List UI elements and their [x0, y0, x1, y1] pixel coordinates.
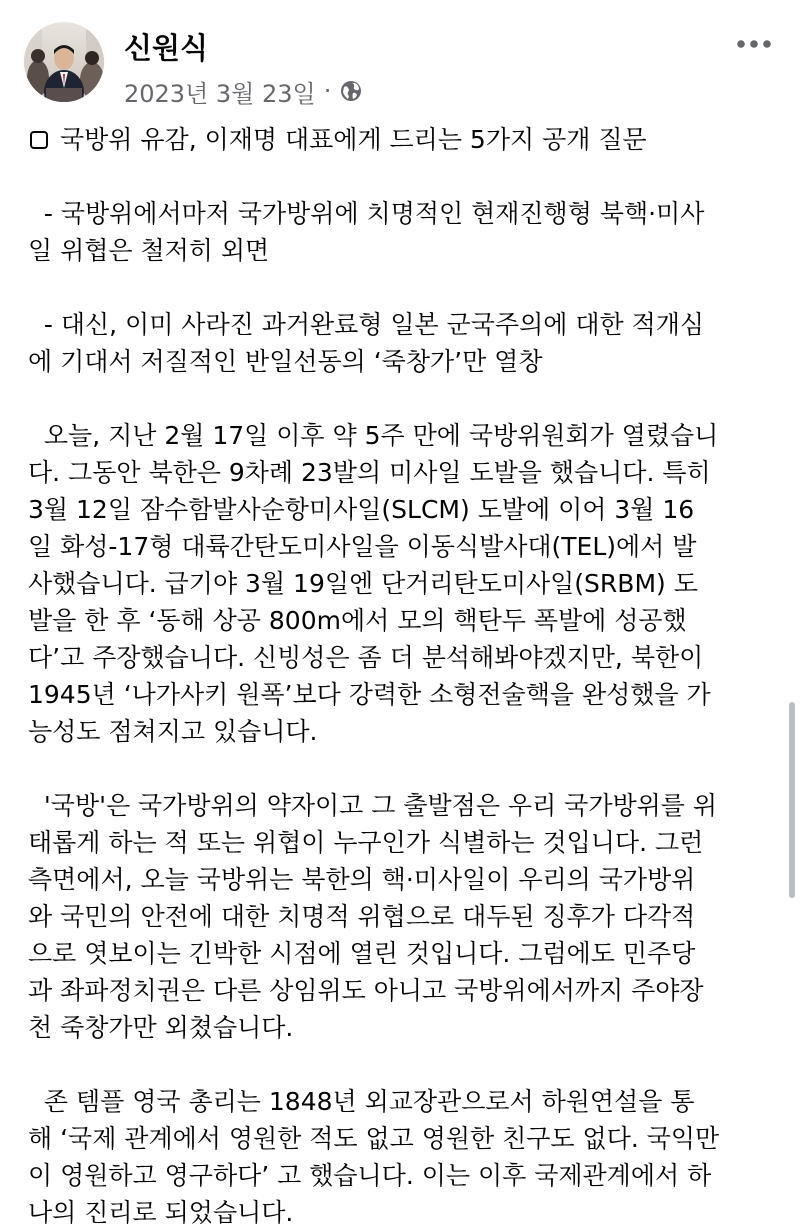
meta-separator: · — [323, 77, 332, 105]
paragraph-line: 존 템플 영국 총리는 1848년 외교장관으로서 하원연설을 통 — [28, 1087, 695, 1116]
author-name[interactable]: 신원식 — [124, 31, 209, 65]
paragraph-line: 와 국민의 안전에 대한 치명적 위협으로 대두된 징후가 다각적 — [28, 902, 696, 931]
blank-line — [28, 269, 784, 306]
blank-line — [28, 1046, 784, 1083]
paragraph-line: 다’고 주장했습니다. 신빙성은 좀 더 분석해봐야겠지만, 북한이 — [28, 643, 704, 672]
more-horizontal-icon — [736, 39, 772, 49]
blank-line — [28, 380, 784, 417]
avatar-photo — [24, 22, 104, 102]
avatar[interactable] — [24, 22, 104, 102]
scrollbar-thumb[interactable] — [789, 702, 795, 898]
paragraph-line: 일 화성-17형 대륙간탄도미사일을 이동식발사대(TEL)에서 발 — [28, 532, 697, 561]
paragraph-line: 나의 진리로 되었습니다. — [28, 1198, 294, 1227]
subtitle-line: 일 위협은 철저히 외면 — [28, 236, 270, 265]
checkbox-icon — [30, 131, 48, 149]
post-header — [0, 0, 800, 120]
post-date[interactable]: 2023년 3월 23일 — [124, 79, 316, 108]
paragraph-line: 으로 엿보이는 긴박한 시점에 열린 것입니다. 그럼에도 민주당 — [28, 939, 696, 968]
post-meta — [124, 74, 363, 108]
more-options-button[interactable] — [732, 28, 776, 60]
paragraph-line: 태롭게 하는 적 또는 위협이 누구인가 식별하는 것입니다. 그런 — [28, 828, 704, 857]
blank-line — [28, 158, 784, 195]
blank-line — [28, 750, 784, 787]
globe-icon[interactable] — [339, 79, 363, 103]
paragraph-line: 측면에서, 오늘 국방위는 북한의 핵·미사일이 우리의 국가방위 — [28, 865, 696, 894]
post-title-line — [28, 121, 784, 158]
paragraph-line: 오늘, 지난 2월 17일 이후 약 5주 만에 국방위원회가 열렸습니 — [28, 421, 719, 450]
paragraph-line: 발을 한 후 ‘동해 상공 800m에서 모의 핵탄두 폭발에 성공했 — [28, 606, 687, 635]
subtitle-line: - 국방위에서마저 국가방위에 치명적인 현재진행형 북핵·미사 — [28, 199, 705, 228]
paragraph-line: 사했습니다. 급기야 3월 19일엔 단거리탄도미사일(SRBM) 도 — [28, 569, 698, 598]
subtitle-line: 에 기대서 저질적인 반일선동의 ‘죽창가’만 열창 — [28, 347, 543, 376]
paragraph-line: 다. 그동안 북한은 9차례 23발의 미사일 도발을 했습니다. 특히 — [28, 458, 711, 487]
subtitle-line: - 대신, 이미 사라진 과거완료형 일본 군국주의에 대한 적개심 — [28, 310, 705, 339]
post-text — [28, 121, 784, 1231]
paragraph-line: 능성도 점쳐지고 있습니다. — [28, 717, 318, 746]
paragraph-line: 천 죽창가만 외쳤습니다. — [28, 1013, 294, 1042]
paragraph-line: 이 영원하고 영구하다’ 고 했습니다. 이는 이후 국제관계에서 하 — [28, 1161, 712, 1190]
paragraph-line: 과 좌파정치권은 다른 상임위도 아니고 국방위에서까지 주야장 — [28, 976, 704, 1005]
post-title: 국방위 유감, 이재명 대표에게 드리는 5가지 공개 질문 — [60, 125, 647, 154]
paragraph-line: 해 ‘국제 관계에서 영원한 적도 없고 영원한 친구도 없다. 국익만 — [28, 1124, 720, 1153]
paragraph-line: '국방'은 국가방위의 약자이고 그 출발점은 우리 국가방위를 위 — [28, 791, 718, 820]
paragraph-line: 1945년 ‘나가사키 원폭’보다 강력한 소형전술핵을 완성했을 가 — [28, 680, 711, 709]
paragraph-line: 3월 12일 잠수함발사순항미사일(SLCM) 도발에 이어 3월 16 — [28, 495, 695, 524]
